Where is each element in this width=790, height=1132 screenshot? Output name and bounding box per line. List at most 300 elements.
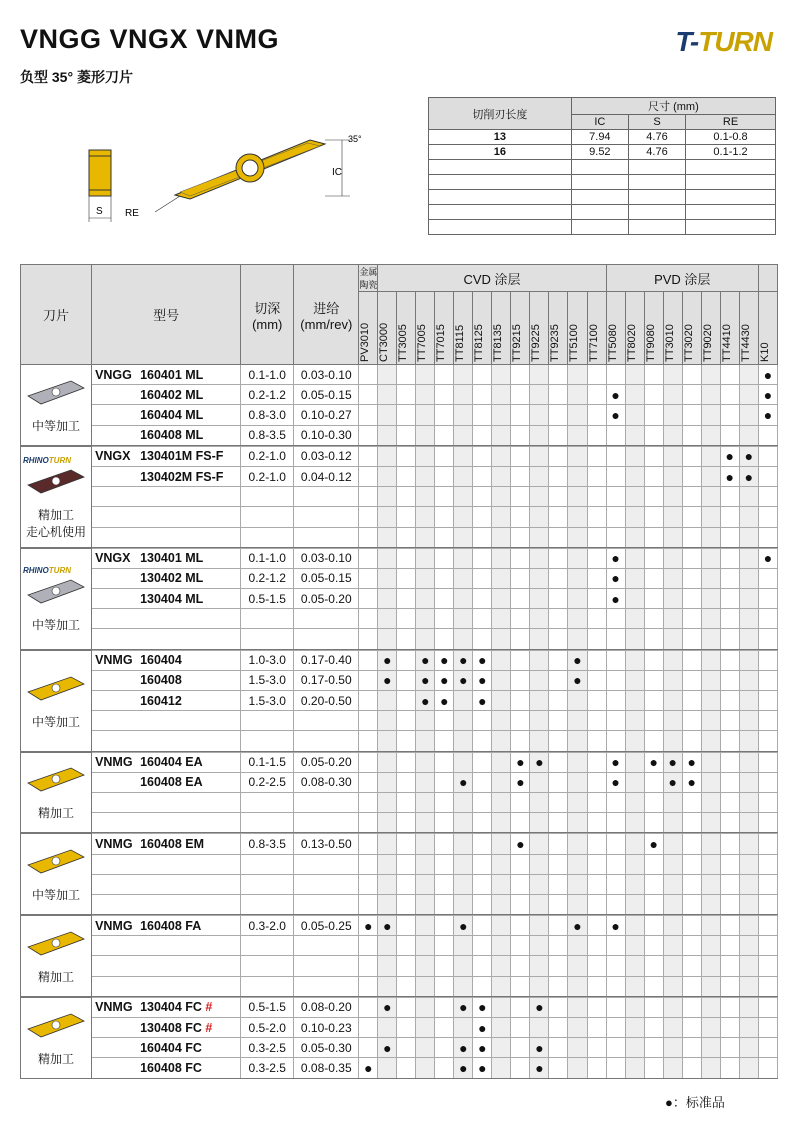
grade-cell [416,425,435,445]
grade-cell [606,1058,625,1078]
insert-chip-icon [26,467,86,497]
insert-chip-icon [26,378,86,408]
grade-cell [549,1018,568,1038]
table-row [21,365,778,385]
grade-tt8115: TT8115 [454,292,473,365]
model-cell: VNGG 160401 ML [92,365,241,385]
table-row [429,190,776,205]
depth-cell: 0.3-2.0 [241,916,294,936]
grade-cell [549,813,568,833]
grade-cell [435,446,454,466]
feed-cell: 0.13-0.50 [294,834,359,854]
grade-cell: ● [454,1038,473,1058]
grade-cell [606,609,625,629]
insert-grade-table [20,264,778,1079]
grade-cell [606,446,625,466]
grade-cell [473,589,492,609]
grade-cell [435,1018,454,1038]
grade-cell [549,854,568,874]
grade-cell [758,650,777,670]
grade-cell [435,365,454,385]
grade-cell [416,1058,435,1078]
grade-cell [473,527,492,547]
grade-cell [359,691,378,711]
model-cell: VNGX 130401 ML [92,548,241,568]
table-row [21,691,778,711]
grade-cell [587,874,606,894]
feed-cell [294,527,359,547]
grade-cell [682,365,701,385]
grade-cell [435,507,454,527]
grade-cell [416,834,435,854]
grade-cell [454,609,473,629]
insert-chip-icon [26,1011,86,1041]
grade-cell [397,548,416,568]
grade-cell [568,711,587,731]
grade-cell [739,956,758,976]
col-length: 切削刃长度 [429,98,572,130]
grade-cell [682,629,701,649]
grade-cell [682,487,701,507]
grade-cell [739,691,758,711]
grade-cell [739,548,758,568]
grade-cell [625,487,644,507]
table-row [21,609,778,629]
grade-cell [549,609,568,629]
grade-cell [511,792,530,812]
grade-cell [720,589,739,609]
grade-cell [549,976,568,996]
grade-cell [587,507,606,527]
grade-cell [644,997,663,1017]
table-row [429,220,776,235]
model-cell [92,629,241,649]
depth-cell: 1.5-3.0 [241,691,294,711]
table-row [21,425,778,445]
grade-cell [758,711,777,731]
grade-cell [378,731,397,751]
grade-cell [644,405,663,425]
grade-cell [682,731,701,751]
feed-cell: 0.08-0.35 [294,1058,359,1078]
grade-cell [473,752,492,772]
grade-cell [682,956,701,976]
grade-cell [587,936,606,956]
grade-cell [739,425,758,445]
col-s: S [628,115,685,130]
grade-cell [644,1018,663,1038]
grade-cell [682,976,701,996]
grade-cell [549,670,568,690]
table-row [21,507,778,527]
grade-cell [568,1038,587,1058]
model-cell: 160412 [92,691,241,711]
grade-cell [720,956,739,976]
grade-cell [625,711,644,731]
insert-chip-icon [26,929,86,959]
grade-cell: ● [454,650,473,670]
grade-cell: ● [511,772,530,792]
grade-cell [416,894,435,914]
grade-cell [359,936,378,956]
grade-cell [682,507,701,527]
grade-cell [663,527,682,547]
insert-image-cell [21,446,92,547]
grade-cell [587,405,606,425]
grade-cell [701,405,720,425]
grade-cell [530,487,549,507]
grade-cell [530,548,549,568]
grade-cell [568,956,587,976]
grade-cell [511,487,530,507]
model-cell [92,507,241,527]
grade-cell [701,425,720,445]
grade-cell: ● [758,405,777,425]
machining-type: 中等加工 [32,418,81,433]
grade-cell [701,936,720,956]
grade-cell: ● [454,670,473,690]
grade-cell [511,365,530,385]
grade-cell [701,854,720,874]
grade-cell [682,854,701,874]
grade-cell [549,997,568,1017]
grade-cell [454,385,473,405]
grade-cell [758,1058,777,1078]
grade-cell [359,772,378,792]
grade-cell: ● [720,466,739,486]
grade-cell [606,997,625,1017]
grade-cell [587,629,606,649]
grade-cell [720,936,739,956]
grade-cell [378,834,397,854]
grade-tt7100: TT7100 [587,292,606,365]
grade-cell [359,854,378,874]
grade-cell [359,425,378,445]
grade-cell [625,1018,644,1038]
model-cell [92,731,241,751]
grade-cell [720,507,739,527]
grade-cell [492,894,511,914]
grade-cell [511,1038,530,1058]
table-row [21,589,778,609]
grade-cell: ● [454,1058,473,1078]
grade-cell [758,894,777,914]
grade-cell [644,874,663,894]
grade-cell [739,1058,758,1078]
grade-cell [416,589,435,609]
grade-cell [663,874,682,894]
grade-cell [587,446,606,466]
grade-cell [397,691,416,711]
grade-cell [682,1058,701,1078]
feed-cell [294,487,359,507]
grade-cell [663,1038,682,1058]
grade-cell: ● [435,650,454,670]
model-cell: 130402M FS-F [92,466,241,486]
grade-cell [720,731,739,751]
grade-cell [758,691,777,711]
grade-cell [530,1018,549,1038]
grade-cell [587,997,606,1017]
grade-cell [720,997,739,1017]
grade-cell [359,629,378,649]
grade-cell [416,874,435,894]
grade-cell [549,487,568,507]
grade-cell [701,527,720,547]
grade-cell [625,772,644,792]
grade-cell [359,589,378,609]
grade-cell [587,894,606,914]
table-row [21,731,778,751]
grade-cell [568,507,587,527]
grade-cell [625,834,644,854]
grade-cell [739,731,758,751]
table-row [21,1018,778,1038]
grade-cell [473,548,492,568]
grade-cell [758,792,777,812]
grade-cell [511,691,530,711]
grade-cell [568,834,587,854]
grade-cell: ● [511,752,530,772]
grade-cell [701,1018,720,1038]
grade-cell [644,670,663,690]
grade-cell [701,916,720,936]
model-cell [92,792,241,812]
legend: ●：标准品 [665,1095,725,1110]
grade-cell [454,792,473,812]
grade-tt9235: TT9235 [549,292,568,365]
grade-cell [473,916,492,936]
grade-cell [701,752,720,772]
grade-cell [530,405,549,425]
grade-cell [682,813,701,833]
grade-cell [663,405,682,425]
grade-cell [644,1038,663,1058]
col-cvd: CVD 涂层 [378,265,606,292]
grade-cell [511,997,530,1017]
grade-cell [739,629,758,649]
grade-cell [359,487,378,507]
grade-cell [454,976,473,996]
grade-cell [720,813,739,833]
grade-cell [625,916,644,936]
feed-cell [294,813,359,833]
grade-cell [435,772,454,792]
grade-cell [720,405,739,425]
grade-cell [416,507,435,527]
grade-cell [739,1038,758,1058]
grade-cell [416,854,435,874]
grade-cell [359,466,378,486]
grade-cell [416,629,435,649]
grade-cell [378,936,397,956]
grade-cell [454,752,473,772]
grade-cell [625,385,644,405]
grade-cell [606,834,625,854]
grade-cell [511,1018,530,1038]
grade-cell [663,711,682,731]
grade-cell [511,507,530,527]
grade-cell [492,854,511,874]
grade-cell [397,813,416,833]
grade-cell [568,589,587,609]
grade-cell [530,589,549,609]
grade-cell [359,731,378,751]
grade-cell [663,956,682,976]
grade-cell [473,365,492,385]
insert-image-cell [21,752,92,833]
grade-cell: ● [682,772,701,792]
grade-cell [549,834,568,854]
grade-cell: ● [663,752,682,772]
grade-cell [644,548,663,568]
page-subtitle: 负型 35° 菱形刀片 [20,69,133,85]
insert-image-cell [21,834,92,915]
depth-cell [241,936,294,956]
grade-cell [549,365,568,385]
grade-cell [378,792,397,812]
feed-cell [294,854,359,874]
grade-cell [606,731,625,751]
grade-cell [530,691,549,711]
grade-cell [454,691,473,711]
grade-cell [739,507,758,527]
depth-cell [241,711,294,731]
grade-cell [454,874,473,894]
table-row: 16 9.52 4.76 0.1-1.2 [429,145,776,160]
grade-cell [492,568,511,588]
grade-cell [739,813,758,833]
grade-cell [720,568,739,588]
grade-cell [435,792,454,812]
grade-cell [644,365,663,385]
grade-cell [511,446,530,466]
grade-cell [492,956,511,976]
grade-cell [644,691,663,711]
grade-cell [397,629,416,649]
grade-cell [682,792,701,812]
grade-tt4430: TT4430 [739,292,758,365]
grade-cell [397,834,416,854]
grade-cell: ● [473,691,492,711]
grade-cell [606,650,625,670]
grade-cell [359,752,378,772]
grade-cell [606,976,625,996]
grade-cell [397,936,416,956]
grade-cell [549,589,568,609]
grade-cell: ● [454,772,473,792]
depth-cell [241,894,294,914]
col-re: RE [686,115,776,130]
grade-cell [587,813,606,833]
grade-cell [473,731,492,751]
grade-cell [644,894,663,914]
grade-cell [625,691,644,711]
grade-cell [416,365,435,385]
grade-cell [606,711,625,731]
grade-cell [454,466,473,486]
grade-cell [397,772,416,792]
grade-cell [739,936,758,956]
grade-cell [416,997,435,1017]
depth-cell [241,956,294,976]
grade-cell [701,670,720,690]
grade-cell: ● [644,834,663,854]
grade-cell [720,650,739,670]
grade-cell [492,487,511,507]
grade-cell [720,874,739,894]
grade-cell [758,813,777,833]
grade-cell [416,385,435,405]
grade-cell: ● [454,916,473,936]
grade-cell [511,385,530,405]
grade-cell [435,834,454,854]
grade-cell [435,548,454,568]
model-cell: VNMG 160408 EM [92,834,241,854]
grade-cell [644,446,663,466]
depth-cell [241,976,294,996]
grade-cell [359,792,378,812]
grade-cell [492,548,511,568]
grade-cell [492,874,511,894]
grade-cell: ● [606,568,625,588]
grade-cell [587,956,606,976]
model-cell [92,894,241,914]
grade-cell [758,629,777,649]
grade-cell [511,609,530,629]
grade-cell [359,894,378,914]
table-row [21,385,778,405]
grade-cell [473,813,492,833]
grade-cell [568,629,587,649]
grade-cell [416,772,435,792]
grade-cell [549,466,568,486]
grade-cell: ● [511,834,530,854]
grade-cell [378,365,397,385]
grade-cell [530,670,549,690]
grade-cell [397,731,416,751]
grade-cell [758,487,777,507]
grade-k10: K10 [758,292,777,365]
rhino-turn-logo: RHINOTURN [23,566,71,576]
grade-cell [720,548,739,568]
grade-cell [758,752,777,772]
grade-cell [758,916,777,936]
grade-cell [663,731,682,751]
grade-cell [701,446,720,466]
grade-cell [682,650,701,670]
grade-cell [739,976,758,996]
grade-cell [435,752,454,772]
grade-cell [454,405,473,425]
model-cell: 160408 [92,670,241,690]
insert-chip-icon [26,674,86,704]
grade-cell [416,1038,435,1058]
grade-cell [378,752,397,772]
grade-cell [530,609,549,629]
grade-cell [397,976,416,996]
grade-cell [587,1038,606,1058]
grade-cell [568,446,587,466]
feed-cell [294,609,359,629]
grade-cell [435,1058,454,1078]
grade-cell [606,936,625,956]
grade-cell [435,874,454,894]
grade-cell [549,629,568,649]
grade-cell [587,487,606,507]
grade-tt9215: TT9215 [511,292,530,365]
grade-cell [663,568,682,588]
